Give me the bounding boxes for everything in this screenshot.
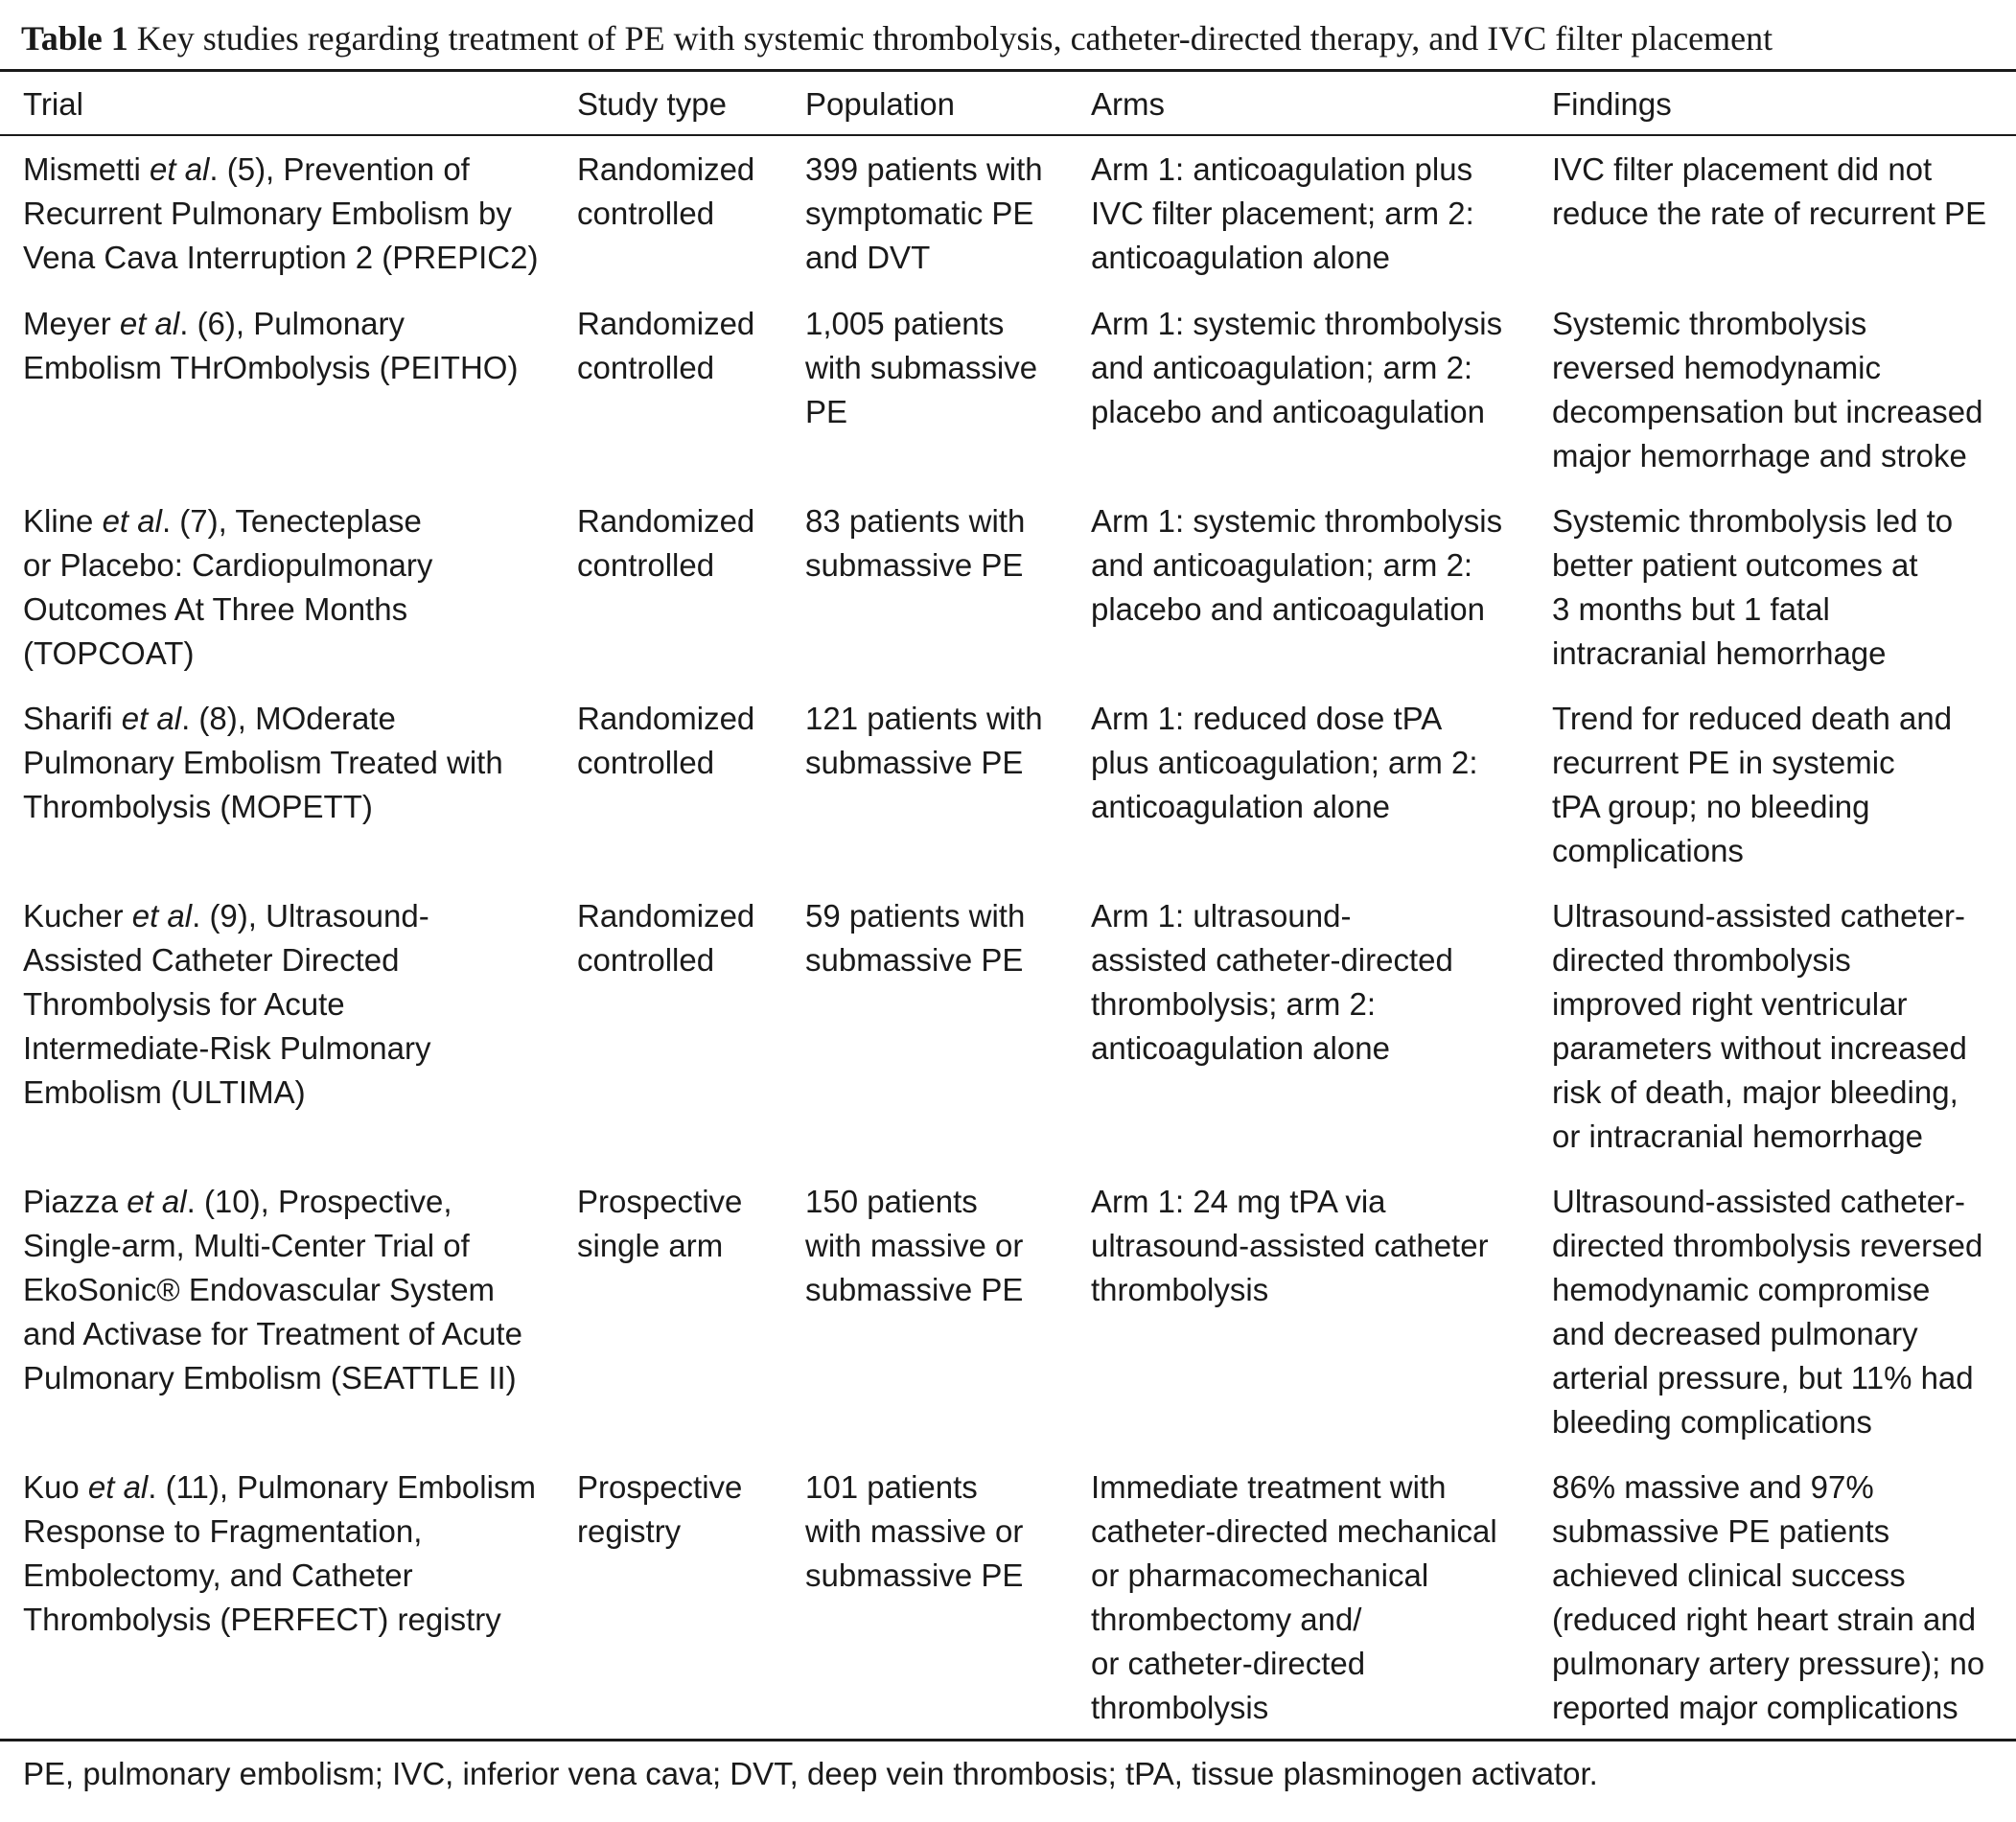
et-al: et al: [102, 503, 162, 539]
trial-cell: [23, 697, 560, 829]
findings-cell: Ultrasound-assisted catheter- directed thrombolysis improved right ventricular parameters without increased risk of death, major bleeding, or intracranial hemorrhage: [1552, 898, 1967, 1154]
population-cell: 83 patients with submassive PE: [805, 503, 1026, 583]
arms-cell: Arm 1: ultrasound- assisted catheter-directed thrombolysis; arm 2: anticoagulation alone: [1091, 898, 1453, 1066]
header-study-type: Study type: [577, 86, 727, 122]
findings-cell: 86% massive and 97% submassive PE patients achieved clinical success (reduced right heart strain and pulmonary artery pressure); no reported major complications: [1552, 1469, 1985, 1725]
study-type-cell: Randomized controlled: [577, 306, 755, 385]
trial-author: Kuo: [23, 1469, 80, 1505]
arms-cell: Arm 1: reduced dose tPA plus anticoagulation; arm 2: anticoagulation alone: [1091, 701, 1478, 824]
trial-cell: [23, 302, 560, 390]
trial-author: Meyer: [23, 306, 111, 341]
population-cell: 121 patients with submassive PE: [805, 701, 1043, 780]
trial-description: . (11), Pulmonary Embolism Response to Fragmentation, Embolectomy, and Catheter Thrombolysis (PERFECT) registry: [23, 1469, 536, 1637]
findings-cell: Ultrasound-assisted catheter- directed thrombolysis reversed hemodynamic compromise and decreased pulmonary arterial pressure, but 11% had bleeding complications: [1552, 1184, 1983, 1440]
table-top-rule: [0, 69, 2016, 72]
trial-author: Sharifi: [23, 701, 113, 736]
population-cell: 1,005 patients with submassive PE: [805, 306, 1038, 429]
findings-cell: Systemic thrombolysis reversed hemodynamic decompensation but increased major hemorrhage and stroke: [1552, 306, 1983, 473]
trial-description: . (10), Prospective, Single-arm, Multi-Center Trial of EkoSonic® Endovascular System and Activase for Treatment of Acute Pulmonary Embolism (SEATTLE II): [23, 1184, 522, 1395]
findings-cell: Trend for reduced death and recurrent PE in systemic tPA group; no bleeding complications: [1552, 701, 1953, 868]
trial-author: Piazza: [23, 1184, 119, 1219]
trial-cell: [23, 1465, 560, 1642]
study-type-cell: Prospective registry: [577, 1469, 743, 1549]
trial-author: Kline: [23, 503, 94, 539]
trial-description: . (7), Tenecteplase or Placebo: Cardiopulmonary Outcomes At Three Months (TOPCOAT): [23, 503, 433, 671]
trial-cell: [23, 1180, 560, 1400]
trial-cell: [23, 894, 560, 1115]
findings-cell: Systemic thrombolysis led to better patient outcomes at 3 months but 1 fatal intracranial hemorrhage: [1552, 503, 1954, 671]
et-al: et al: [127, 1184, 187, 1219]
arms-cell: Arm 1: 24 mg tPA via ultrasound-assisted catheter thrombolysis: [1091, 1184, 1489, 1307]
population-cell: 59 patients with submassive PE: [805, 898, 1026, 978]
population-cell: 399 patients with symptomatic PE and DVT: [805, 151, 1043, 275]
trial-author: Mismetti: [23, 151, 141, 187]
et-al: et al: [131, 898, 193, 934]
study-type-cell: Randomized controlled: [577, 898, 755, 978]
table-caption: [21, 17, 1996, 59]
table-header-rule: [0, 134, 2016, 136]
study-type-cell: Randomized controlled: [577, 151, 755, 231]
et-al: et al: [87, 1469, 149, 1505]
study-type-cell: Prospective single arm: [577, 1184, 743, 1263]
et-al: et al: [150, 151, 210, 187]
header-population: Population: [805, 86, 955, 122]
arms-cell: Arm 1: systemic thrombolysis and anticoagulation; arm 2: placebo and anticoagulation: [1091, 306, 1503, 429]
arms-cell: Arm 1: anticoagulation plus IVC filter placement; arm 2: anticoagulation alone: [1091, 151, 1474, 275]
study-type-cell: Randomized controlled: [577, 701, 755, 780]
header-trial: Trial: [23, 86, 83, 122]
table-bottom-rule: [0, 1739, 2016, 1741]
table-caption-label: Table 1: [21, 19, 128, 58]
header-arms: Arms: [1091, 86, 1165, 122]
header-findings: Findings: [1552, 86, 1672, 122]
population-cell: 150 patients with massive or submassive PE: [805, 1184, 1024, 1307]
et-al: et al: [121, 701, 182, 736]
trial-cell: [23, 148, 560, 280]
arms-cell: Arm 1: systemic thrombolysis and anticoagulation; arm 2: placebo and anticoagulation: [1091, 503, 1503, 627]
table-footnote: PE, pulmonary embolism; IVC, inferior vena cava; DVT, deep vein thrombosis; tPA, tissue plasminogen activator.: [23, 1756, 1598, 1791]
arms-cell: Immediate treatment with catheter-directed mechanical or pharmacomechanical thrombectomy and/ or catheter-directed thrombolysis: [1091, 1469, 1497, 1725]
study-type-cell: Randomized controlled: [577, 503, 755, 583]
trial-author: Kucher: [23, 898, 124, 934]
trial-description: . (6), Pulmonary Embolism THrOmbolysis (PEITHO): [23, 306, 519, 385]
trial-description: . (9), Ultrasound- Assisted Catheter Directed Thrombolysis for Acute Intermediate-Risk Pulmonary Embolism (ULTIMA): [23, 898, 431, 1110]
et-al: et al: [119, 306, 180, 341]
trial-cell: [23, 499, 560, 676]
findings-cell: IVC filter placement did not reduce the rate of recurrent PE: [1552, 151, 1987, 231]
trial-description: . (8), MOderate Pulmonary Embolism Treated with Thrombolysis (MOPETT): [23, 701, 503, 824]
trial-description: . (5), Prevention of Recurrent Pulmonary Embolism by Vena Cava Interruption 2 (PREPIC2): [23, 151, 539, 275]
table-caption-text: Key studies regarding treatment of PE with systemic thrombolysis, catheter-directed therapy, and IVC filter placement: [136, 19, 1773, 58]
population-cell: 101 patients with massive or submassive PE: [805, 1469, 1024, 1593]
